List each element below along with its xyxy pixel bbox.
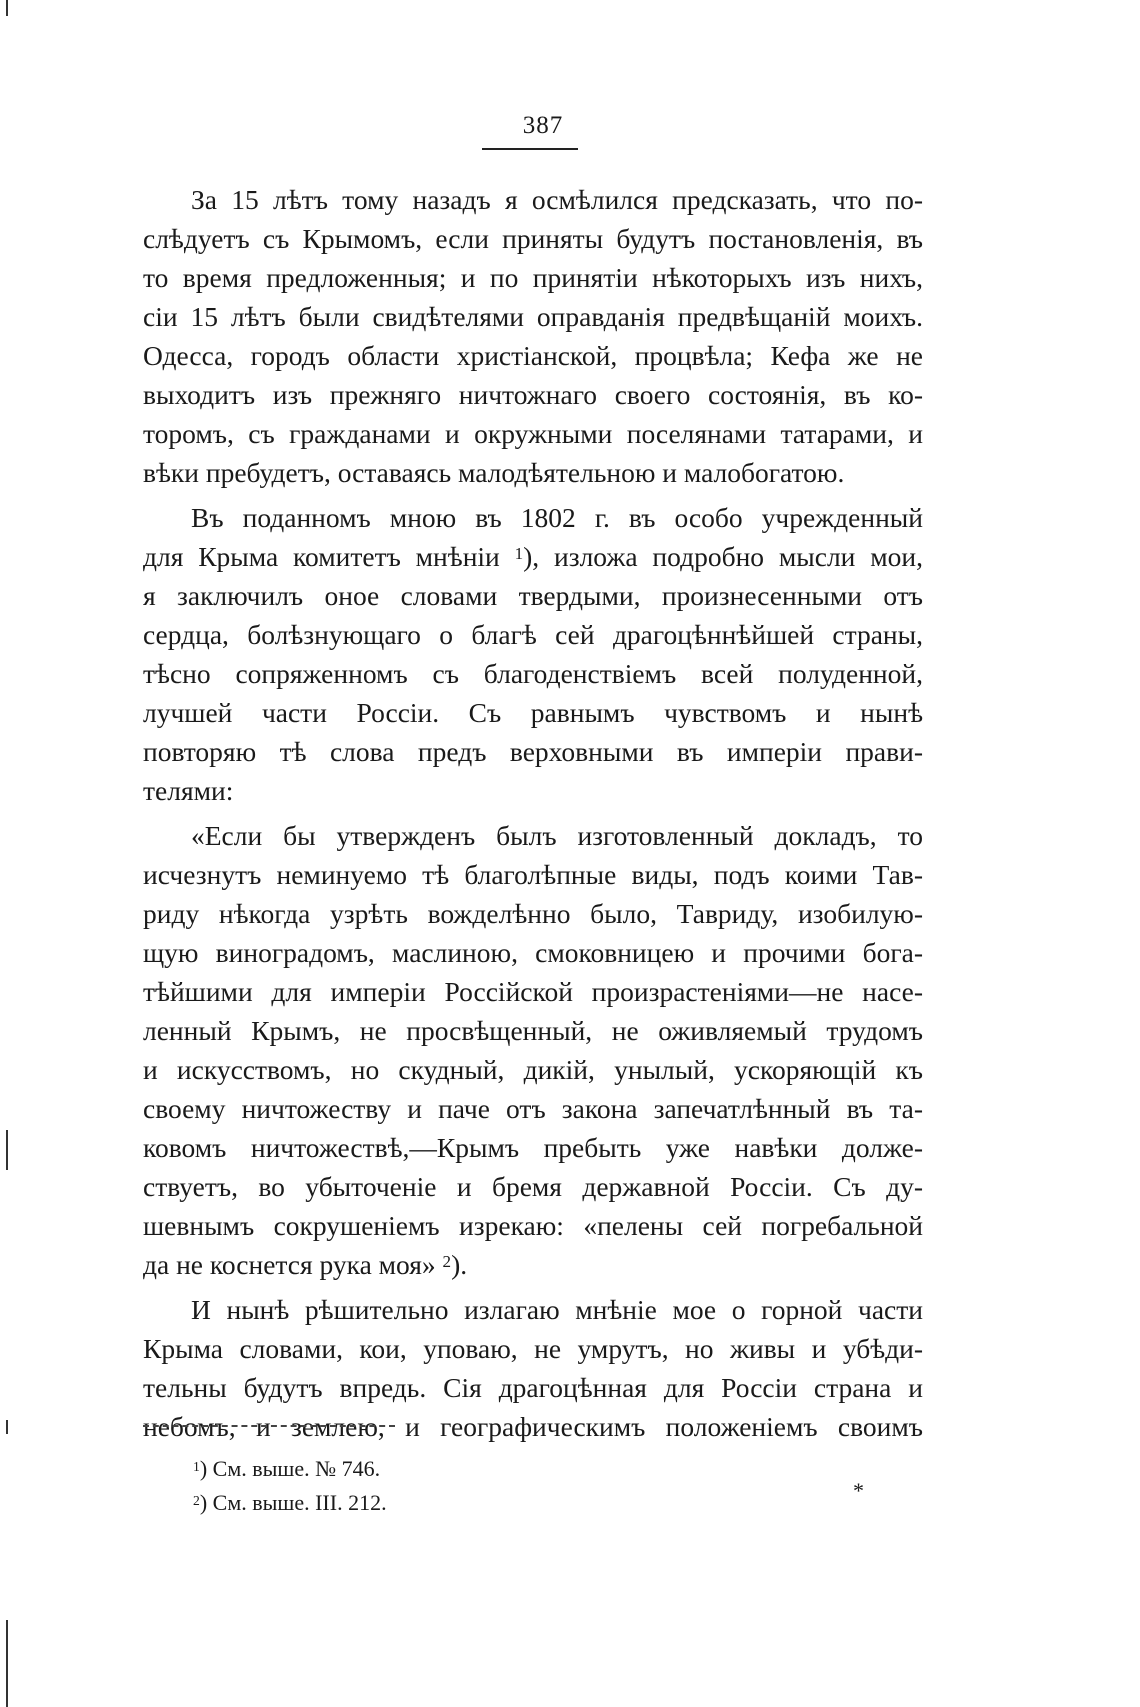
footnote-mark: 1 (193, 1458, 200, 1474)
footnote-mark: 2 (193, 1492, 200, 1508)
text-line: И нынѣ рѣшительно излагаю мнѣніе мое о горной части (191, 1294, 923, 1325)
text-segment: для Крыма комитетъ мнѣніи (143, 541, 515, 572)
scan-edge-mark (6, 1130, 8, 1170)
scan-edge-mark (6, 1620, 8, 1707)
footnote-ref-1: 1 (514, 544, 524, 564)
text-line: телями: (143, 775, 234, 806)
text-line: сердца, болѣзнующаго о благѣ сей драгоцѣннѣйшей страны, (143, 619, 923, 650)
footnote-text: ) См. выше. № 746. (199, 1456, 381, 1481)
text-line-with-footnote (143, 537, 923, 576)
paragraph-1 (143, 180, 923, 492)
text-line: шевнымъ сокрушеніемъ изрекаю: «пелены сей погребальной (143, 1210, 923, 1241)
text-line: тѣсно сопряженномъ съ благоденствіемъ всей полуденной, (143, 658, 923, 689)
footnote-text: ) См. выше. III. 212. (199, 1490, 387, 1515)
text-line: щую виноградомъ, маслиною, смоковницею и прочими бога- (143, 937, 923, 968)
text-segment: ), изложа подробно мысли мои, (523, 541, 923, 572)
footnote-ref-2: 2 (442, 1252, 452, 1272)
text-line: тельны будутъ впредь. Сія драгоцѣнная для Россіи страна и (143, 1372, 923, 1403)
paragraph-3-quote (143, 816, 923, 1284)
text-line: слѣдуетъ съ Крымомъ, если приняты будутъ постановленія, въ (143, 223, 923, 254)
scan-edge-mark (6, 0, 8, 16)
scan-edge-mark (6, 1420, 8, 1434)
text-line: ствуетъ, во убыточеніе и бремя державной Россіи. Съ ду- (143, 1171, 923, 1202)
asterisk-mark: * (853, 1478, 864, 1503)
text-line: исчезнутъ неминуемо тѣ благолѣпные виды, подъ коими Тав- (143, 859, 923, 890)
text-line: ковомъ ничтожествѣ,—Крымъ пребыть уже навѣки долже- (143, 1132, 923, 1163)
text-line: лучшей части Россіи. Съ равнымъ чувствомъ и нынѣ (143, 697, 923, 728)
text-line: вѣки пребудетъ, оставаясь малодѣятельною и малобогатою. (143, 457, 845, 488)
text-line: сіи 15 лѣтъ были свидѣтелями оправданія предвѣщаній моихъ. (143, 301, 923, 332)
footnote-1 (193, 1452, 693, 1486)
text-line: Одесса, городъ области христіанской, процвѣла; Кефа же не (143, 340, 923, 371)
text-line-with-footnote (143, 1245, 923, 1284)
text-line: и искусствомъ, но скудный, дикій, унылый, ускоряющій къ (143, 1054, 923, 1085)
page-number: 387 (522, 112, 564, 139)
text-line: ленный Крымъ, не просвѣщенный, не оживляемый трудомъ (143, 1015, 923, 1046)
footnote-divider (143, 1425, 395, 1427)
text-line: небомъ, и землею, и географическимъ положеніемъ своимъ (143, 1411, 923, 1442)
text-line: За 15 лѣтъ тому назадъ я осмѣлился предсказать, что по- (191, 184, 923, 215)
paragraph-4 (143, 1290, 923, 1446)
paragraph-2 (143, 498, 923, 810)
text-line: «Если бы утвержденъ былъ изготовленный докладъ, то (191, 820, 923, 851)
text-segment: да не коснется рука моя» (143, 1249, 443, 1280)
footnotes (193, 1452, 693, 1520)
text-line: тѣйшими для имперіи Россійской произрастеніями—не насе- (143, 976, 923, 1007)
page-number-rule (482, 148, 578, 150)
text-line: своему ничтожеству и паче отъ закона запечатлѣнный въ та- (143, 1093, 923, 1124)
text-segment: ). (451, 1249, 468, 1280)
footnote-2 (193, 1486, 693, 1520)
text-line: повторяю тѣ слова предъ верховными въ имперіи прави- (143, 736, 923, 767)
text-line: Крыма словами, кои, уповаю, не умрутъ, но живы и убѣди- (143, 1333, 923, 1364)
body-text (143, 180, 923, 1452)
text-line: то время предложенныя; и по принятіи нѣкоторыхъ изъ нихъ, (143, 262, 923, 293)
text-line: я заключилъ оное словами твердыми, произнесенными отъ (143, 580, 923, 611)
text-line: Въ поданномъ мною въ 1802 г. въ особо учрежденный (191, 502, 923, 533)
text-line: торомъ, съ гражданами и окружными поселянами татарами, и (143, 418, 923, 449)
text-line: выходитъ изъ прежняго ничтожнаго своего состоянія, въ ко- (143, 379, 923, 410)
text-line: риду нѣкогда узрѣть вожделѣнно было, Тавриду, изобилую- (143, 898, 923, 929)
